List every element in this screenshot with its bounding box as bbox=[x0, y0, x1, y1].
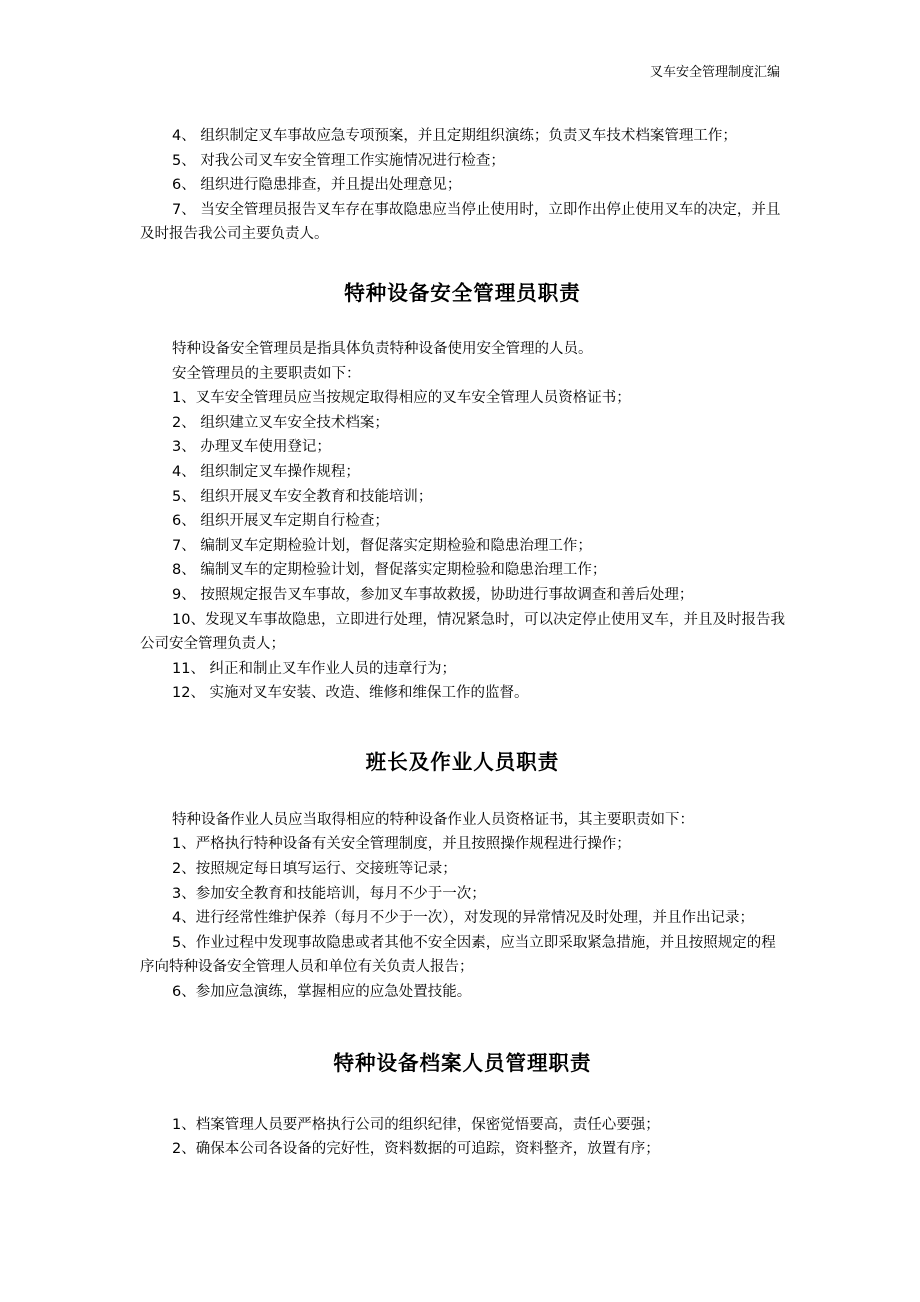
list-item: 4、 组织制定叉车事故应急专项预案，并且定期组织演练；负责叉车技术档案管理工作； bbox=[172, 128, 737, 144]
list-item: 5、 对我公司叉车安全管理工作实施情况进行检查； bbox=[172, 152, 505, 169]
list-item: 3、 办理叉车使用登记； bbox=[172, 439, 331, 456]
list-item: 4、 组织制定叉车操作规程； bbox=[172, 463, 360, 480]
list-item: 9、 按照规定报告叉车事故，参加叉车事故救援，协助进行事故调查和善后处理； bbox=[172, 586, 694, 603]
document-body bbox=[140, 124, 785, 1162]
list-item: 2、按照规定每日填写运行、交接班等记录； bbox=[172, 861, 457, 878]
list-item: 1、严格执行特种设备有关安全管理制度，并且按照操作规程进行操作； bbox=[172, 836, 631, 853]
intro-list bbox=[140, 124, 785, 247]
list-item: 1、档案管理人员要严格执行公司的组织纪律，保密觉悟要高，责任心要强； bbox=[172, 1116, 660, 1133]
list-item: 6、 组织进行隐患排查，并且提出处理意见； bbox=[172, 177, 462, 194]
list-item: 12、 实施对叉车安装、改造、维修和维保工作的监督。 bbox=[172, 685, 529, 702]
list-item: 7、 编制叉车定期检验计划，督促落实定期检验和隐患治理工作； bbox=[172, 537, 592, 554]
list-item: 特种设备安全管理员是指具体负责特种设备使用安全管理的人员。 bbox=[172, 340, 593, 357]
list-item: 1、叉车安全管理员应当按规定取得相应的叉车安全管理人员资格证书； bbox=[172, 390, 631, 407]
list-item: 5、 组织开展叉车安全教育和技能培训； bbox=[172, 488, 433, 505]
list-item: 6、 组织开展叉车定期自行检查； bbox=[172, 513, 389, 530]
list-item: 2、确保本公司各设备的完好性，资料数据的可追踪，资料整齐，放置有序； bbox=[172, 1141, 660, 1158]
list-item: 2、 组织建立叉车安全技术档案； bbox=[172, 414, 389, 431]
safety-manager-list bbox=[140, 337, 785, 706]
list-item: 4、进行经常性维护保养（每月不少于一次），对发现的异常情况及时处理，并且作出记录； bbox=[172, 910, 754, 927]
list-item: 10、发现叉车事故隐患，立即进行处理，情况紧急时，可以决定停止使用叉车，并且及时报告我公司安全管理负责人； bbox=[140, 611, 785, 653]
list-item: 7、 当安全管理员报告叉车存在事故隐患应当停止使用时，立即作出停止使用叉车的决定，并且及时报告我公司主要负责人。 bbox=[140, 201, 781, 243]
list-item: 8、 编制叉车的定期检验计划，督促落实定期检验和隐患治理工作； bbox=[172, 562, 607, 579]
list-item: 5、作业过程中发现事故隐患或者其他不安全因素，应当立即采取紧急措施，并且按照规定的程序向特种设备安全管理人员和单位有关负责人报告； bbox=[140, 934, 776, 976]
section-title-archive: 特种设备档案人员管理职责 bbox=[333, 1050, 592, 1075]
list-item: 6、参加应急演练，掌握相应的应急处置技能。 bbox=[172, 984, 472, 1001]
section-title-team-leader: 班长及作业人员职责 bbox=[365, 749, 560, 774]
section-title-safety-manager: 特种设备安全管理员职责 bbox=[344, 280, 581, 305]
list-item: 安全管理员的主要职责如下： bbox=[172, 365, 361, 382]
team-leader-list bbox=[140, 808, 785, 1005]
list-item: 11、 纠正和制止叉车作业人员的违章行为； bbox=[172, 660, 457, 677]
list-item: 特种设备作业人员应当取得相应的特种设备作业人员资格证书，其主要职责如下： bbox=[172, 811, 694, 828]
archive-list bbox=[140, 1113, 785, 1162]
list-item: 3、参加安全教育和技能培训，每月不少于一次； bbox=[172, 885, 486, 902]
page-header: 叉车安全管理制度汇编 bbox=[649, 65, 780, 80]
